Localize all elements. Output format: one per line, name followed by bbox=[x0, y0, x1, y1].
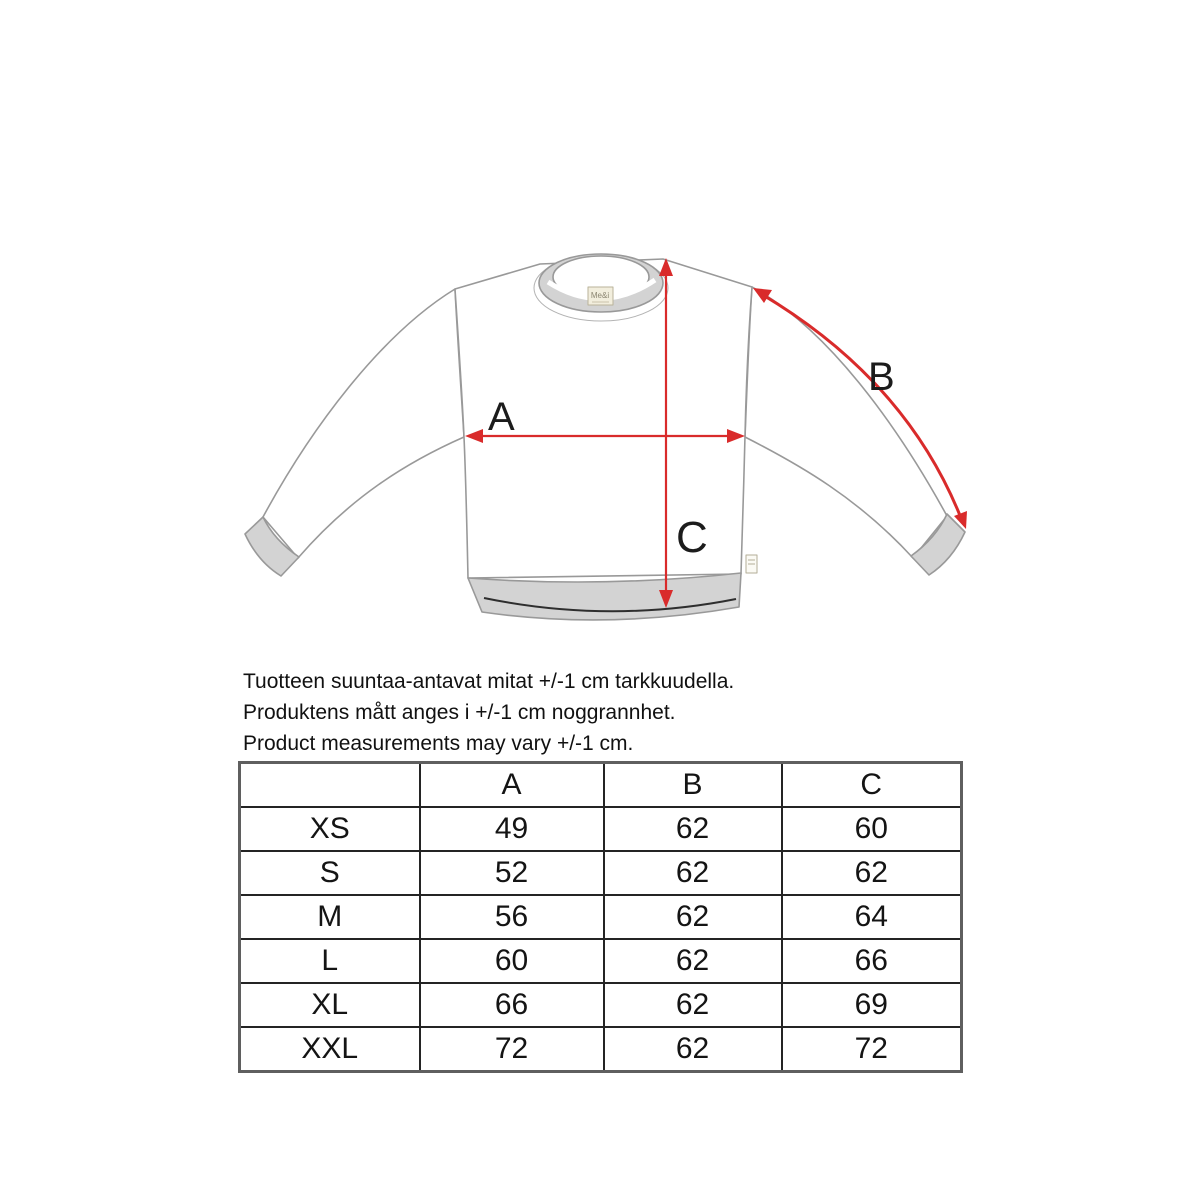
size-cell: XS bbox=[240, 807, 420, 851]
value-b-cell: 62 bbox=[604, 851, 782, 895]
column-header-c: C bbox=[782, 763, 962, 808]
measurement-label-a: A bbox=[488, 395, 515, 439]
table-row-s bbox=[240, 851, 962, 895]
note-finnish: Tuotteen suuntaa-antavat mitat +/-1 cm tarkkuudella. bbox=[243, 670, 735, 693]
value-a-cell: 72 bbox=[420, 1027, 604, 1072]
value-c-cell: 64 bbox=[782, 895, 962, 939]
value-c-cell: 72 bbox=[782, 1027, 962, 1072]
value-a-cell: 52 bbox=[420, 851, 604, 895]
value-a-cell: 56 bbox=[420, 895, 604, 939]
column-header-a: A bbox=[420, 763, 604, 808]
table-row-l bbox=[240, 939, 962, 983]
measurement-notes bbox=[243, 666, 734, 759]
value-b-cell: 62 bbox=[604, 1027, 782, 1072]
value-a-cell: 49 bbox=[420, 807, 604, 851]
value-b-cell: 62 bbox=[604, 983, 782, 1027]
value-a-cell: 66 bbox=[420, 983, 604, 1027]
value-c-cell: 60 bbox=[782, 807, 962, 851]
table-row-xs bbox=[240, 807, 962, 851]
side-tag bbox=[746, 555, 757, 573]
value-c-cell: 62 bbox=[782, 851, 962, 895]
value-b-cell: 62 bbox=[604, 807, 782, 851]
size-cell: XL bbox=[240, 983, 420, 1027]
size-cell: S bbox=[240, 851, 420, 895]
value-a-cell: 60 bbox=[420, 939, 604, 983]
value-c-cell: 66 bbox=[782, 939, 962, 983]
size-column-header bbox=[240, 763, 420, 808]
table-header-row bbox=[240, 763, 962, 808]
left-sleeve bbox=[263, 289, 464, 558]
note-swedish: Produktens mått anges i +/-1 cm noggrannhet. bbox=[243, 701, 676, 724]
table-row-xl bbox=[240, 983, 962, 1027]
size-cell: M bbox=[240, 895, 420, 939]
value-b-cell: 62 bbox=[604, 895, 782, 939]
note-english: Product measurements may vary +/-1 cm. bbox=[243, 732, 634, 755]
size-cell: L bbox=[240, 939, 420, 983]
size-cell: XXL bbox=[240, 1027, 420, 1072]
right-sleeve bbox=[745, 287, 947, 558]
measurement-label-c: C bbox=[676, 513, 708, 562]
measurement-label-b: B bbox=[868, 355, 895, 399]
size-table bbox=[238, 761, 963, 1073]
value-b-cell: 62 bbox=[604, 939, 782, 983]
neck-tag bbox=[588, 287, 613, 305]
hem-band bbox=[468, 573, 741, 620]
table-row-xxl bbox=[240, 1027, 962, 1072]
value-c-cell: 69 bbox=[782, 983, 962, 1027]
brand-label: Me&i bbox=[590, 291, 610, 300]
column-header-b: B bbox=[604, 763, 782, 808]
table-row-m bbox=[240, 895, 962, 939]
